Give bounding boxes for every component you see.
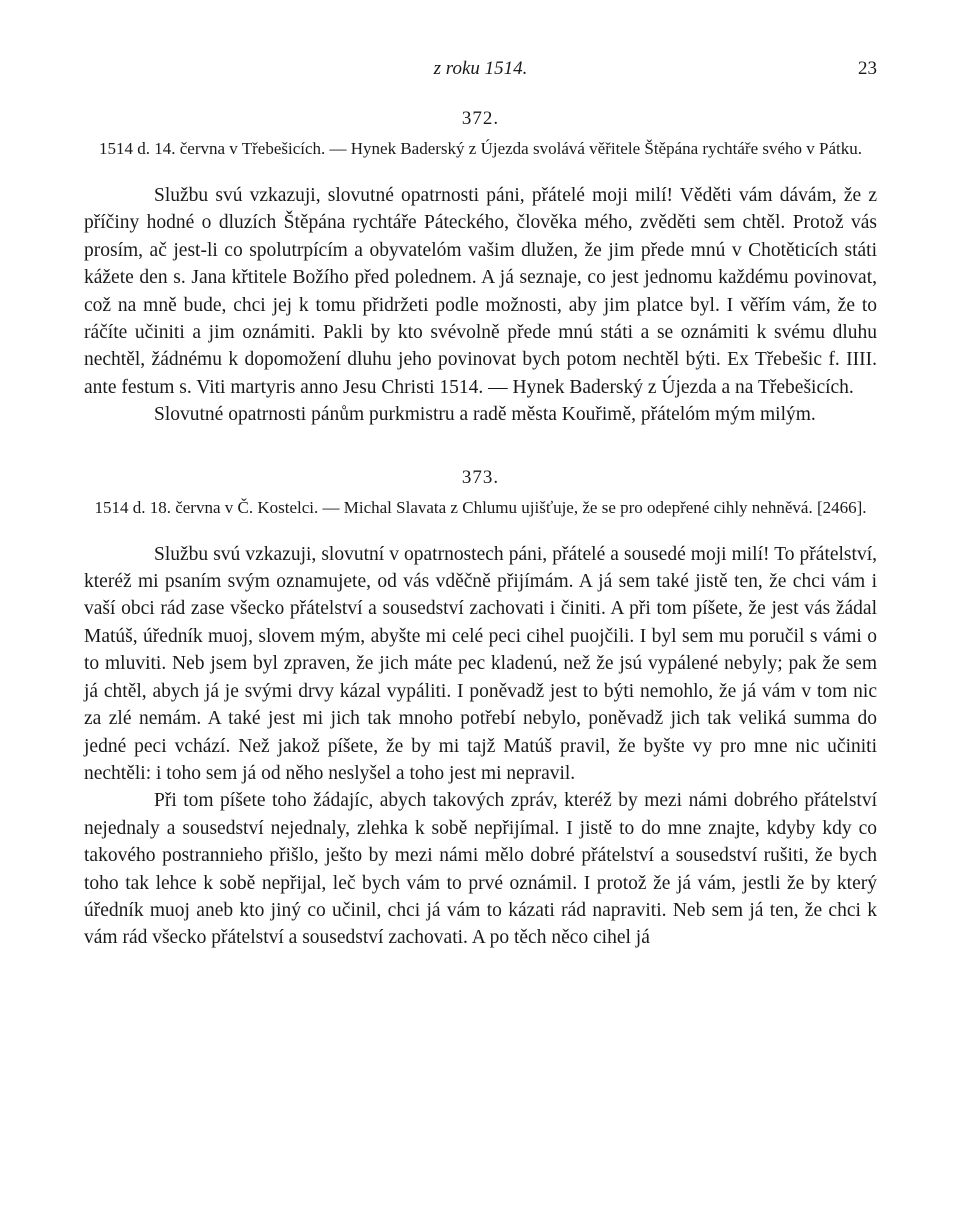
document-regest: 1514 d. 14. června v Třebešicích. — Hynek Baderský z Újezda svolává věřitele Štěpána rychtáře svého v Pátku. [98,139,863,158]
body-paragraph: Službu svú vzkazuji, slovutné opatrnosti páni, přátelé moji milí! Věděti vám dávám, že z příčiny hodné o dluzích Štěpána rychtáře Páteckého, člověka mého, zvěděti sem chtěl. Protož vás prosím, ač jest-li co spolutrpícím a obyvatelóm vašim dlužen, že jim přede mnú v Chotěticích státi kážete den s. Jana křtitele Božího před polednem. A já seznaje, co jest jednomu každému povinovat, což na mně bude, chci jej k tomu přidržeti podle možnosti, aby jim platce byl. I věřím vám, že to ráčíte učiniti a jim oznámiti. Pakli by kto svévolně přede mnú státi a se oznámiti k svému dluhu nechtěl, žádnému k dopomožení dluhu jeho povinovat bych potom nechtěl býti. Ex Třebešic f. IIII. ante festum s. Viti martyris anno Jesu Christi 1514. — Hynek Baderský z Újezda a na Třebešicích. [84,185,877,398]
body-paragraph: Službu svú vzkazuji, slovutní v opatrnostech páni, přátelé a sousedé moji milí! To přátelství, kteréž mi psaním svým oznamujete, od vás vděčně přijímám. A já sem také jistě ten, že chci vám i vaší obci rád zase všecko přátelství a sousedství zachovati i činiti. A při tom píšete, že jest vás žádal Matúš, úředník muoj, slovem mým, abyšte mi celé peci cihel puojčili. I byl sem mu poručil s vámi o to mluviti. Neb jsem byl zpraven, že jich máte pec kladenú, než že jsú vypálené nebyly; pak že sem já chtěl, abych já je svými drvy kázal vypáliti. I poněvadž jest to býti nemohlo, že já vám v tom nic za zlé nemám. A také jest mi jich tak mnoho potřebí nebylo, poněvadž jich tak veliká summa do jedné peci vchází. Než jakož píšete, že by mi tajž Matúš pravil, že byšte vy pro mne nic učiniti nechtěli: i toho sem já od něho neslyšel a toho jest mi nepravil. [84,543,877,784]
page [84,58,877,952]
address-paragraph: Slovutné opatrnosti pánům purkmistru a radě města Kouřimě, přátelóm mým milým. [154,404,816,426]
document-body [84,182,877,429]
document-number: 372. [461,108,500,129]
running-head [84,58,877,88]
running-title: z roku 1514. [433,58,528,79]
document-372 [84,108,877,429]
document-body [84,541,877,952]
document-regest: 1514 d. 18. června v Č. Kostelci. — Michal Slavata z Chlumu ujišťuje, že se pro odepřené cihly nehněvá. [2466]. [94,497,867,517]
document-number: 373. [461,466,500,488]
body-paragraph: Při tom píšete toho žádajíc, abych takových zpráv, kteréž by mezi námi dobrého přátelství nejednaly a sousedství nejednaly, zlehka k sobě nepřijímal. I jistě to do mne znajte, kdyby kdy co takového postrannieho přišlo, ješto by mezi námi mělo dobré přátelství a sousedství rušiti, že bych toho tak lehce k sobě nepřijal, leč bych vám to prvé oznámil. I protož že já vám, jestli že by který úředník muoj aneb kto jiný co učinil, chci já vám to kázati rád napraviti. Neb sem já ten, že chci k vám rád všecko přátelství a sousedství zachovati. A po těch něco cihel já [84,790,877,949]
page-number: 23 [858,58,877,79]
document-373 [84,467,877,952]
